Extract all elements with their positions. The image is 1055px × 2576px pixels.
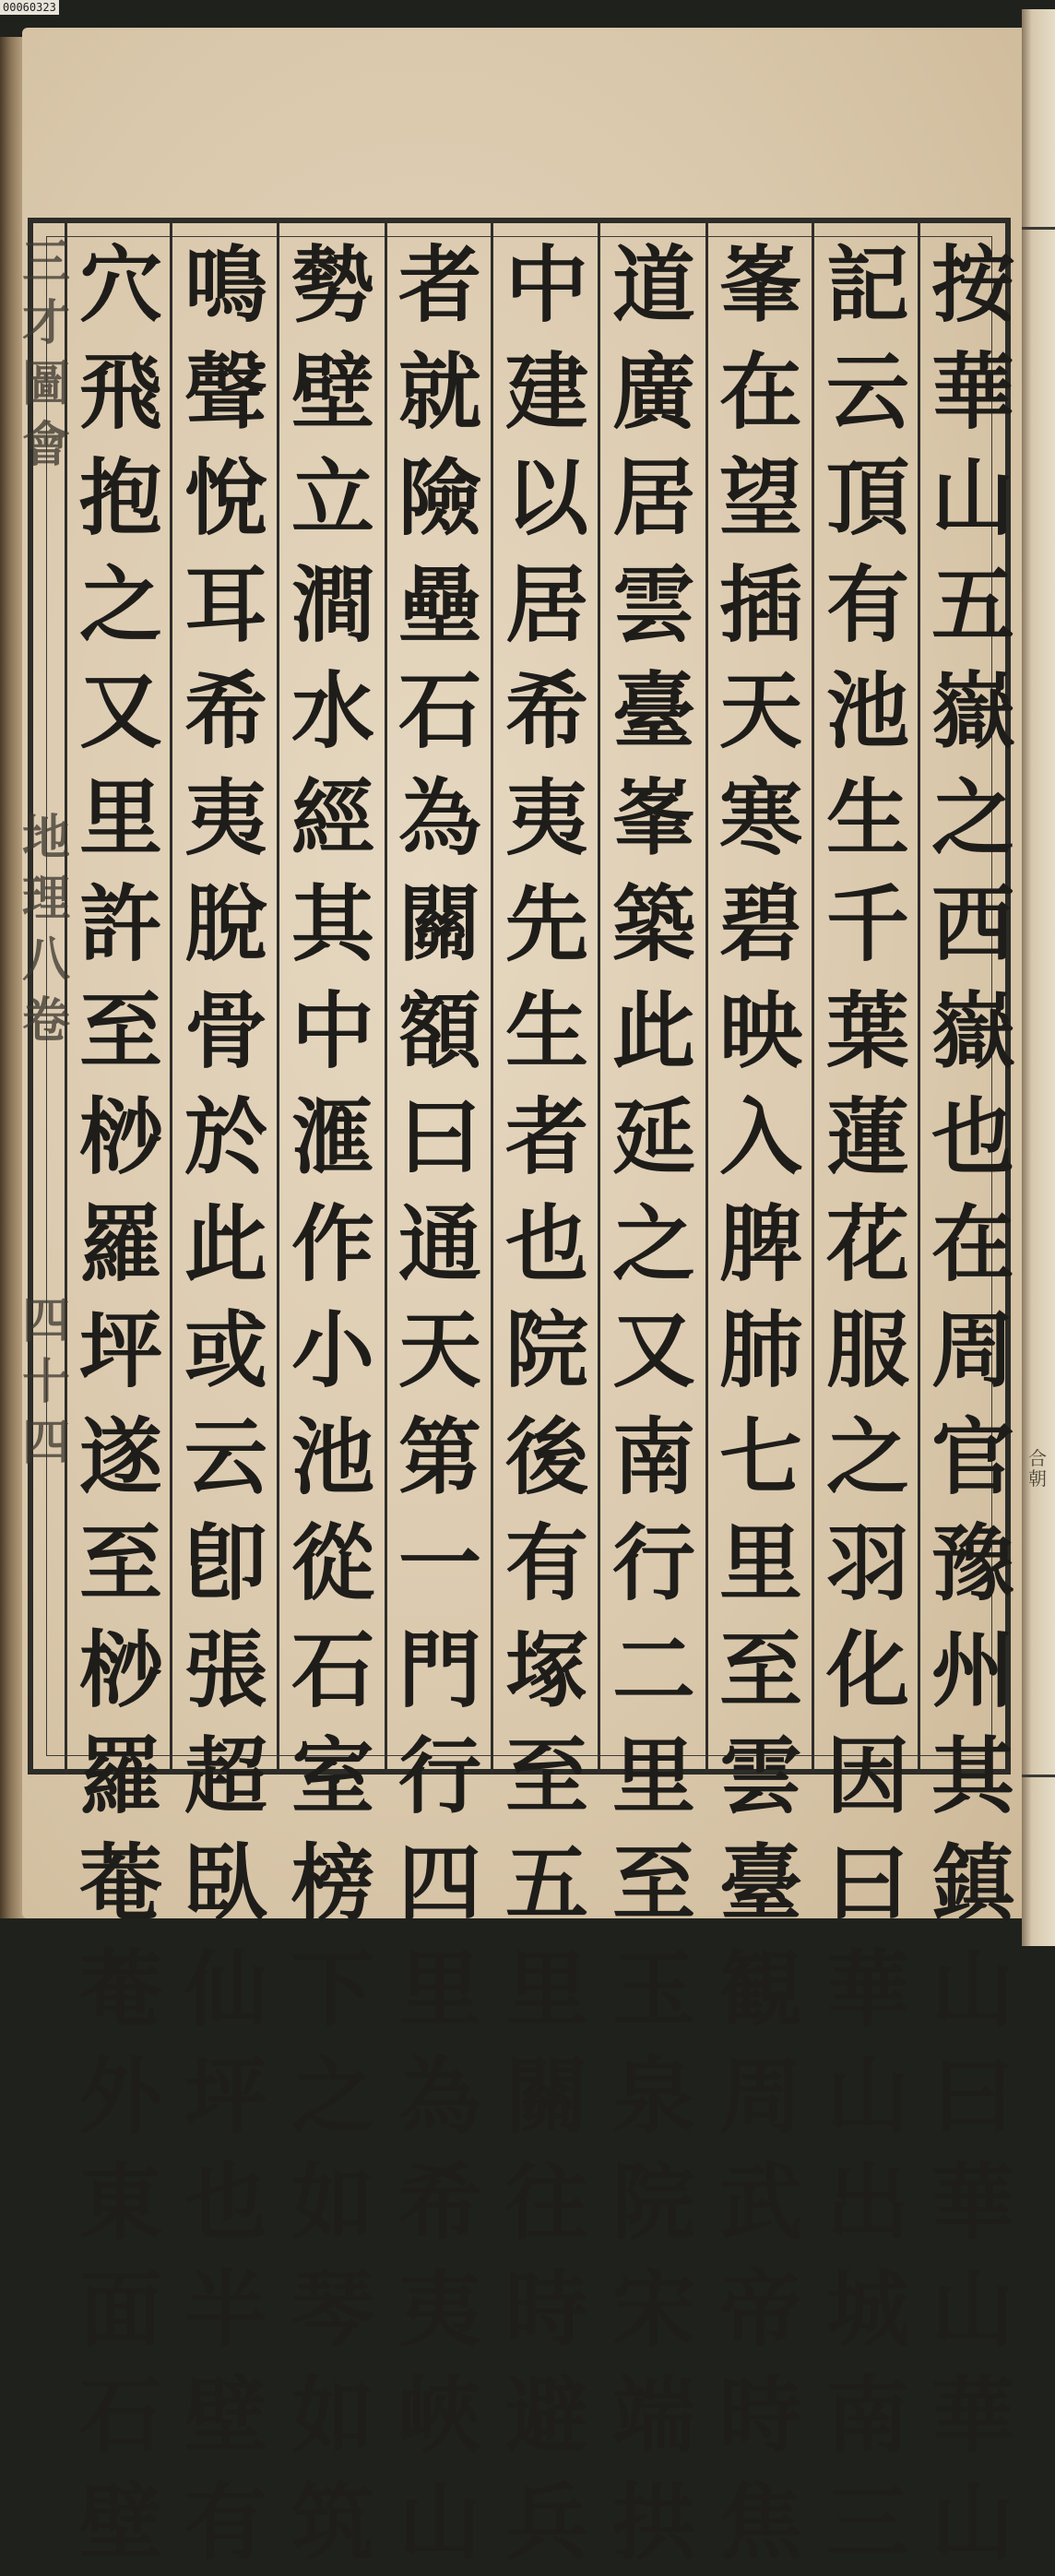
glyph: 山 [922,1937,1024,2044]
glyph: 半 [175,2257,277,2364]
glyph: 泉 [603,2044,705,2151]
glyph: 也 [922,1085,1024,1192]
glyph: 者 [389,232,491,339]
glyph: 七 [710,1405,812,1512]
glyph: 室 [282,1724,384,1831]
glyph: 山 [922,2470,1024,2576]
margin-glyph: 才 [22,293,70,354]
glyph: 云 [817,339,919,446]
glyph: 經 [282,766,384,873]
glyph: 又 [70,659,172,766]
glyph: 仙 [175,1937,277,2044]
glyph: 滙 [282,1085,384,1192]
glyph: 映 [710,979,812,1086]
glyph: 鎮 [922,1831,1024,1938]
glyph: 關 [496,2044,598,2151]
glyph: 碧 [710,872,812,979]
glyph: 華 [922,339,1024,446]
glyph: 兵 [496,2470,598,2576]
glyph: 第 [389,1405,491,1512]
text-column-5 [496,232,598,2576]
glyph: 一 [389,1511,491,1618]
glyph: 石 [70,2363,172,2470]
glyph: 之 [282,2044,384,2151]
glyph: 生 [817,766,919,873]
glyph: 焦 [710,2470,812,2576]
glyph: 通 [389,1192,491,1299]
glyph: 四 [389,1831,491,1938]
glyph: 有 [496,1511,598,1618]
glyph: 院 [603,2150,705,2257]
glyph: 山 [922,2257,1024,2364]
column-rule [598,218,600,1775]
glyph: 塚 [496,1618,598,1725]
glyph: 希 [496,659,598,766]
glyph: 至 [496,1724,598,1831]
glyph: 天 [389,1298,491,1405]
margin-label-top [22,232,70,476]
glyph: 脫 [175,872,277,979]
glyph: 二 [603,1618,705,1725]
glyph: 額 [389,979,491,1086]
glyph: 有 [817,552,919,659]
next-page-edge [1022,9,1055,1946]
glyph: 門 [389,1618,491,1725]
glyph: 雲 [603,552,705,659]
glyph: 外 [70,2044,172,2151]
glyph: 在 [922,1192,1024,1299]
margin-glyph: 三 [22,232,70,293]
glyph: 武 [710,2150,812,2257]
glyph: 築 [603,872,705,979]
glyph: 観 [710,1937,812,2044]
column-rule [277,218,279,1775]
column-rule [385,218,387,1775]
glyph: 居 [496,552,598,659]
glyph: 耳 [175,552,277,659]
glyph: 希 [175,659,277,766]
glyph: 宋 [603,2257,705,2364]
glyph: 官 [922,1405,1024,1512]
glyph: 坪 [175,2044,277,2151]
glyph: 於 [175,1085,277,1192]
margin-glyph: 地 [22,808,70,869]
text-column-8 [175,232,277,2576]
glyph: 肺 [710,1298,812,1405]
glyph: 悅 [175,445,277,552]
glyph: 作 [282,1192,384,1299]
glyph: 立 [282,445,384,552]
glyph: 榜 [282,1831,384,1938]
glyph: 如 [282,2363,384,2470]
glyph: 為 [389,766,491,873]
glyph: 此 [603,979,705,1086]
glyph: 行 [389,1724,491,1831]
glyph: 下 [282,1937,384,2044]
glyph: 峽 [389,2363,491,2470]
glyph: 夷 [389,2257,491,2364]
glyph: 州 [922,1618,1024,1725]
glyph: 華 [817,1937,919,2044]
glyph: 中 [282,979,384,1086]
glyph: 記 [817,232,919,339]
text-column-7 [282,232,384,2576]
next-page-rule-bottom [1022,1775,1055,1777]
column-rule [812,218,814,1775]
text-column-1 [922,232,1024,2576]
glyph: 坪 [70,1298,172,1405]
glyph: 山 [817,2044,919,2151]
glyph: 曰 [922,2044,1024,2151]
glyph: 五 [496,1831,598,1938]
glyph: 頂 [817,445,919,552]
glyph: 臺 [710,1831,812,1938]
margin-glyph: 卷 [22,991,70,1051]
glyph: 云 [175,1405,277,1512]
glyph: 夷 [496,766,598,873]
glyph: 服 [817,1298,919,1405]
glyph: 時 [496,2257,598,2364]
glyph: 琴 [282,2257,384,2364]
glyph: 南 [603,1405,705,1512]
glyph: 端 [603,2363,705,2470]
glyph: 桫 [70,1618,172,1725]
glyph: 蓮 [817,1085,919,1192]
glyph: 周 [710,2044,812,2151]
glyph: 曰 [817,1831,919,1938]
text-column-9 [70,232,172,2576]
glyph: 廣 [603,339,705,446]
glyph: 嶽 [922,659,1024,766]
glyph: 此 [175,1192,277,1299]
text-column-2 [817,232,919,2576]
glyph: 華 [922,2363,1024,2470]
glyph: 嶽 [922,979,1024,1086]
next-page-rule-top [1022,227,1055,230]
glyph: 之 [70,552,172,659]
glyph: 壁 [70,2470,172,2576]
glyph: 者 [496,1085,598,1192]
scan-id-label: 00060323 [0,0,59,15]
glyph: 拱 [603,2470,705,2576]
glyph: 筑 [282,2470,384,2576]
glyph: 石 [389,659,491,766]
glyph: 三 [817,2470,919,2576]
glyph: 天 [710,659,812,766]
glyph: 卽 [175,1511,277,1618]
glyph: 又 [603,1298,705,1405]
glyph: 城 [817,2257,919,2364]
glyph: 也 [496,1192,598,1299]
glyph: 就 [389,339,491,446]
glyph: 延 [603,1085,705,1192]
glyph: 里 [496,1937,598,2044]
glyph: 壘 [389,552,491,659]
glyph: 小 [282,1298,384,1405]
margin-glyph: 理 [22,869,70,930]
text-column-3 [710,232,812,2576]
glyph: 山 [389,2470,491,2576]
glyph: 臺 [603,659,705,766]
glyph: 豫 [922,1511,1024,1618]
glyph: 院 [496,1298,598,1405]
glyph: 曰 [389,1085,491,1192]
glyph: 出 [817,2150,919,2257]
margin-label-middle [22,808,70,1051]
glyph: 菴 [70,1937,172,2044]
glyph: 後 [496,1405,598,1512]
text-column-6 [389,232,491,2576]
margin-label [30,232,63,1754]
glyph: 羅 [70,1724,172,1831]
glyph: 至 [70,1511,172,1618]
glyph: 南 [817,2363,919,2470]
glyph: 池 [817,659,919,766]
glyph: 鳴 [175,232,277,339]
glyph: 華 [922,2150,1024,2257]
glyph: 按 [922,232,1024,339]
glyph: 化 [817,1618,919,1725]
glyph: 夷 [175,766,277,873]
glyph: 山 [922,445,1024,552]
glyph: 里 [389,1937,491,2044]
glyph: 峯 [710,232,812,339]
margin-glyph: 四 [22,1291,70,1352]
glyph: 許 [70,872,172,979]
glyph: 因 [817,1724,919,1831]
glyph: 或 [175,1298,277,1405]
glyph: 羽 [817,1511,919,1618]
glyph: 居 [603,445,705,552]
glyph: 千 [817,872,919,979]
glyph: 脾 [710,1192,812,1299]
margin-glyph: 會 [22,415,70,476]
glyph: 穴 [70,232,172,339]
column-rule [705,218,708,1775]
glyph: 抱 [70,445,172,552]
margin-glyph: 圖 [22,354,70,415]
glyph: 道 [603,232,705,339]
glyph: 在 [710,339,812,446]
glyph: 桫 [70,1085,172,1192]
glyph: 之 [817,1405,919,1512]
glyph: 其 [282,872,384,979]
margin-glyph: 十 [22,1352,70,1413]
glyph: 臥 [175,1831,277,1938]
glyph: 水 [282,659,384,766]
margin-glyph: 八 [22,930,70,991]
glyph: 里 [710,1511,812,1618]
glyph: 菴 [70,1831,172,1938]
glyph: 玉 [603,1937,705,2044]
glyph: 池 [282,1405,384,1512]
glyph: 張 [175,1618,277,1725]
glyph: 時 [710,2363,812,2470]
glyph: 峯 [603,766,705,873]
glyph: 插 [710,552,812,659]
glyph: 中 [496,232,598,339]
glyph: 避 [496,2363,598,2470]
glyph: 以 [496,445,598,552]
margin-label-bottom [22,1291,70,1474]
glyph: 入 [710,1085,812,1192]
glyph: 如 [282,2150,384,2257]
glyph: 也 [175,2150,277,2257]
glyph: 勢 [282,232,384,339]
glyph: 行 [603,1511,705,1618]
glyph: 生 [496,979,598,1086]
glyph: 為 [389,2044,491,2151]
glyph: 羅 [70,1192,172,1299]
glyph: 聲 [175,339,277,446]
text-column-4 [603,232,705,2576]
glyph: 之 [922,766,1024,873]
glyph: 至 [710,1618,812,1725]
column-rule [491,218,493,1775]
glyph: 遂 [70,1405,172,1512]
glyph: 骨 [175,979,277,1086]
glyph: 五 [922,552,1024,659]
glyph: 石 [282,1618,384,1725]
glyph: 雲 [710,1724,812,1831]
glyph: 飛 [70,339,172,446]
glyph: 之 [603,1192,705,1299]
glyph: 其 [922,1724,1024,1831]
glyph: 有 [175,2470,277,2576]
glyph: 里 [70,766,172,873]
glyph: 周 [922,1298,1024,1405]
glyph: 至 [603,1831,705,1938]
glyph: 面 [70,2257,172,2364]
glyph: 險 [389,445,491,552]
glyph: 帝 [710,2257,812,2364]
glyph: 東 [70,2150,172,2257]
glyph: 葉 [817,979,919,1086]
glyph: 里 [603,1724,705,1831]
glyph: 西 [922,872,1024,979]
glyph: 關 [389,872,491,979]
glyph: 望 [710,445,812,552]
glyph: 壁 [282,339,384,446]
glyph: 澗 [282,552,384,659]
glyph: 超 [175,1724,277,1831]
glyph: 花 [817,1192,919,1299]
glyph: 先 [496,872,598,979]
glyph: 寒 [710,766,812,873]
glyph: 往 [496,2150,598,2257]
margin-glyph: 四 [22,1413,70,1474]
glyph: 從 [282,1511,384,1618]
glyph: 至 [70,979,172,1086]
glyph: 建 [496,339,598,446]
glyph: 壁 [175,2363,277,2470]
next-page-stamp: 合朝 [1024,1448,1051,1489]
glyph: 希 [389,2150,491,2257]
